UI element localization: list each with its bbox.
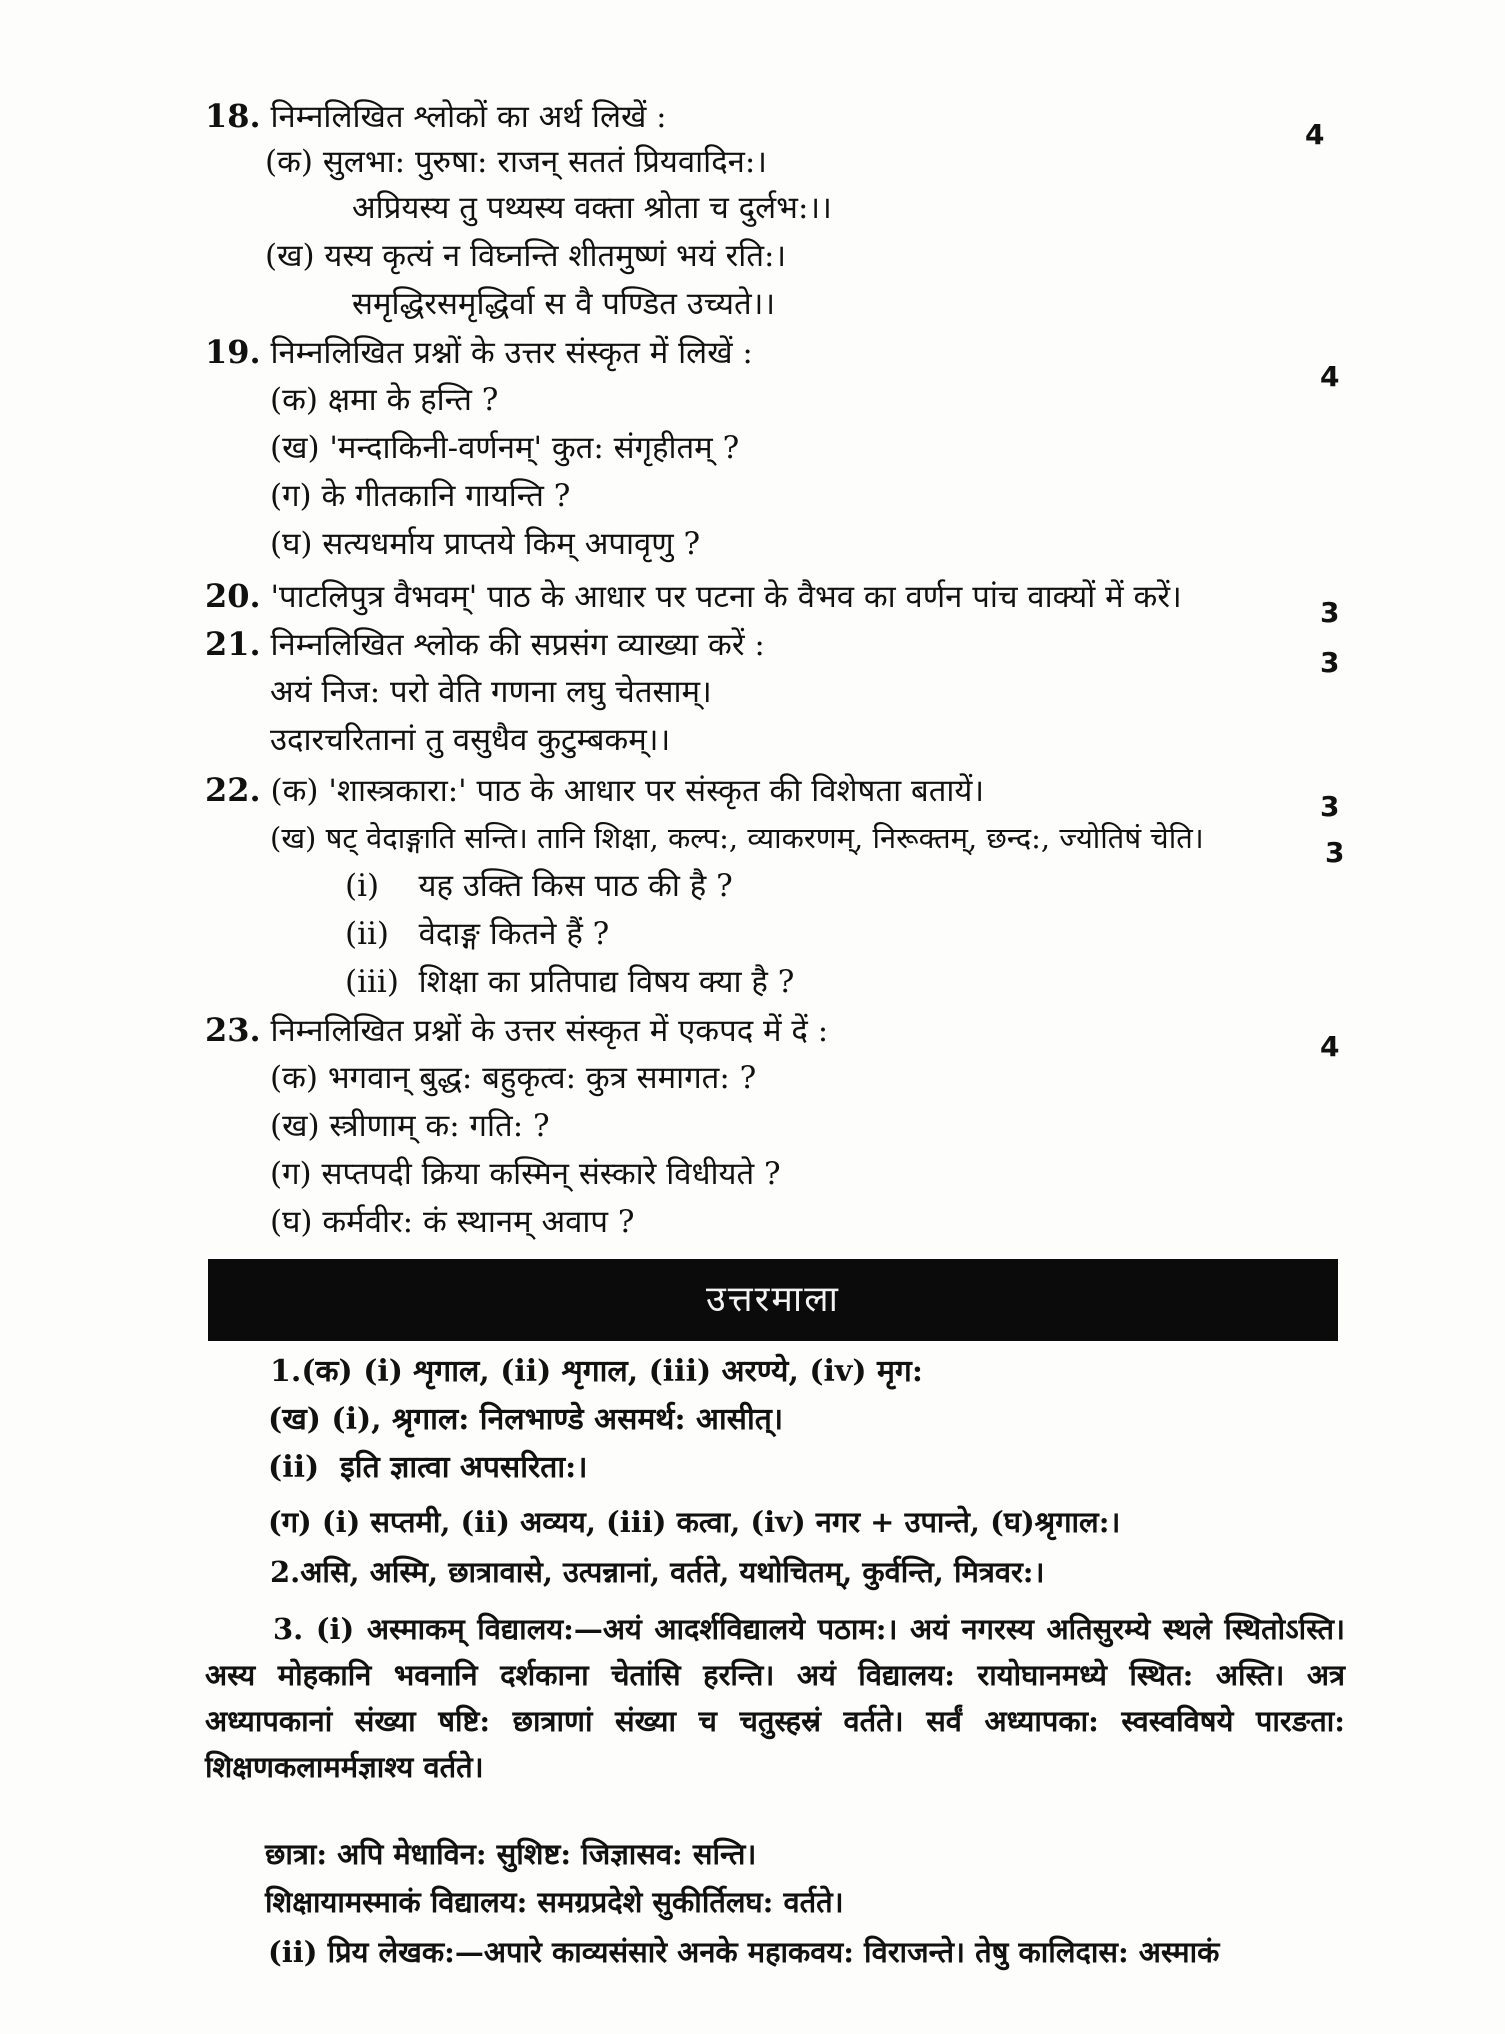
answer-line: (ख) (i), श्रृगाल: निलभाण्डे असमर्थ: आसीत्। <box>268 1402 784 1437</box>
marks: 4 <box>1320 1030 1340 1063</box>
sub-question: (iii) शिक्षा का प्रतिपाद्य विषय क्या है ? <box>345 964 795 1000</box>
answer-line: (ग) (i) सप्तमी, (ii) अव्यय, (iii) कत्वा, (iv) नगर + उपान्ते, (घ)श्रृगाल:। <box>268 1505 1121 1539</box>
shloka-line: उदारचरितानां तु वसुधैव कुटुम्बकम्।। <box>270 722 671 758</box>
question-text: 'पाटलिपुत्र वैभवम्' पाठ के आधार पर पटना के वैभव का वर्णन पांच वाक्यों में करें। <box>270 579 1182 615</box>
question-21 <box>205 624 765 665</box>
sub-question: (ii) वेदाङ्ग कितने हैं ? <box>345 916 610 952</box>
paragraph-heading: (ii) प्रिय लेखक:— <box>268 1935 484 1969</box>
question-text: निम्नलिखित प्रश्नों के उत्तर संस्कृत में एकपद में दें : <box>270 1013 829 1049</box>
question-number: 21. <box>205 625 261 663</box>
marks: 3 <box>1325 836 1345 869</box>
option-item: (ख) 'मन्दाकिनी-वर्णनम्' कुत: संगृहीतम् ? <box>270 430 740 466</box>
shloka-line: अयं निज: परो वेति गणना लघु चेतसाम्। <box>270 674 712 710</box>
option-item: (क) भगवान् बुद्ध: बहुकृत्व: कुत्र समागत: ? <box>270 1060 757 1096</box>
question-number: 23. <box>205 1011 261 1049</box>
marks: 3 <box>1320 646 1340 679</box>
answer-paragraph <box>205 1606 1345 1790</box>
question-text: निम्नलिखित श्लोकों का अर्थ लिखें : <box>270 99 667 135</box>
answer-line <box>268 1932 1219 1972</box>
shloka-line: (ख) यस्य कृत्यं न विघ्नन्ति शीतमुष्णं भयं रति:। <box>265 238 787 274</box>
paragraph-heading: 3. (i) अस्माकम् विद्यालय:— <box>273 1612 603 1646</box>
option-item: (ग) सप्तपदी क्रिया कस्मिन् संस्कारे विधीयते ? <box>270 1156 781 1192</box>
question-number: 18. <box>205 97 261 135</box>
marks: 4 <box>1305 118 1325 151</box>
question-number: 22. <box>205 771 261 809</box>
answer-line: 2.असि, अस्मि, छात्रावासे, उत्पन्नानां, वर्तते, यथोचितम्, कुर्वन्ति, मित्रवर:। <box>270 1555 1045 1589</box>
shloka-line: अप्रियस्य तु पथ्यस्य वक्ता श्रोता च दुर्लभ:।। <box>352 190 832 226</box>
marks: 3 <box>1320 596 1340 629</box>
option-item: (घ) कर्मवीर: कं स्थानम् अवाप ? <box>270 1204 635 1240</box>
option-item: (ग) के गीतकानि गायन्ति ? <box>270 478 571 514</box>
option-item: (क) क्षमा के हन्ति ? <box>270 382 499 418</box>
question-text: निम्नलिखित प्रश्नों के उत्तर संस्कृत में लिखें : <box>270 335 753 371</box>
question-number: 19. <box>205 333 261 371</box>
question-20 <box>205 576 1182 617</box>
sub-question: (i) यह उक्ति किस पाठ की है ? <box>345 868 733 904</box>
shloka-line: (क) सुलभा: पुरुषा: राजन् सततं प्रियवादिन:। <box>265 144 768 180</box>
question-18 <box>205 96 667 137</box>
question-text: (ख) षट् वेदाङ्गाति सन्ति। तानि शिक्षा, कल्प:, व्याकरणम्, निरूक्तम्, छन्द:, ज्योतिषं चेति। <box>270 821 1204 855</box>
answers-banner: उत्तरमाला <box>208 1259 1338 1341</box>
question-number: 20. <box>205 577 261 615</box>
question-text: निम्नलिखित श्लोक की सप्रसंग व्याख्या करें : <box>270 627 765 663</box>
paragraph-body: अयं आदर्शविद्यालये पठाम:। अयं नगरस्य अतिसुरम्ये स्थले स्थितोऽस्ति। अस्य मोहकानि भवनानि दर्शकाना चेतांसि हरन्ति। अयं विद्यालय: रायोघानमध्ये स्थित: अस्ति। अत्र अध्यापकानां संख्या षष्टि: छात्राणां संख्या च चतुस्हस्रं वर्तते। सर्वं अध्यापका: स्वस्वविषये पारङता: शिक्षणकलामर्मज्ञाश्य वर्तते। <box>205 1612 1345 1784</box>
paragraph-body: अपारे काव्यसंसारे अनके महाकवय: विराजन्ते। तेषु कालिदास: अस्माकं <box>483 1935 1220 1969</box>
answer-line: छात्रा: अपि मेधाविन: सुशिष्ट: जिज्ञासव: सन्ति। <box>265 1837 757 1871</box>
option-item: (ख) स्त्रीणाम् क: गति: ? <box>270 1108 550 1144</box>
question-22 <box>205 770 984 811</box>
shloka-line: समृद्धिरसमृद्धिर्वा स वै पण्डित उच्यते।। <box>352 286 776 322</box>
answer-line: (ii) इति ज्ञात्वा अपसरिता:। <box>268 1450 588 1485</box>
marks: 4 <box>1320 360 1340 393</box>
answer-line: 1.(क) (i) शृगाल, (ii) शृगाल, (iii) अरण्ये, (iv) मृग: <box>270 1354 923 1389</box>
marks: 3 <box>1320 790 1340 823</box>
question-text: (क) 'शास्त्रकारा:' पाठ के आधार पर संस्कृत की विशेषता बतायें। <box>270 773 985 809</box>
question-23 <box>205 1010 828 1051</box>
option-item: (घ) सत्यधर्माय प्राप्तये किम् अपावृणु ? <box>270 526 701 562</box>
answer-line: शिक्षायामस्माकं विद्यालय: समग्रप्रदेशे सुकीर्तिलघ: वर्तते। <box>265 1885 844 1919</box>
question-19 <box>205 332 753 373</box>
